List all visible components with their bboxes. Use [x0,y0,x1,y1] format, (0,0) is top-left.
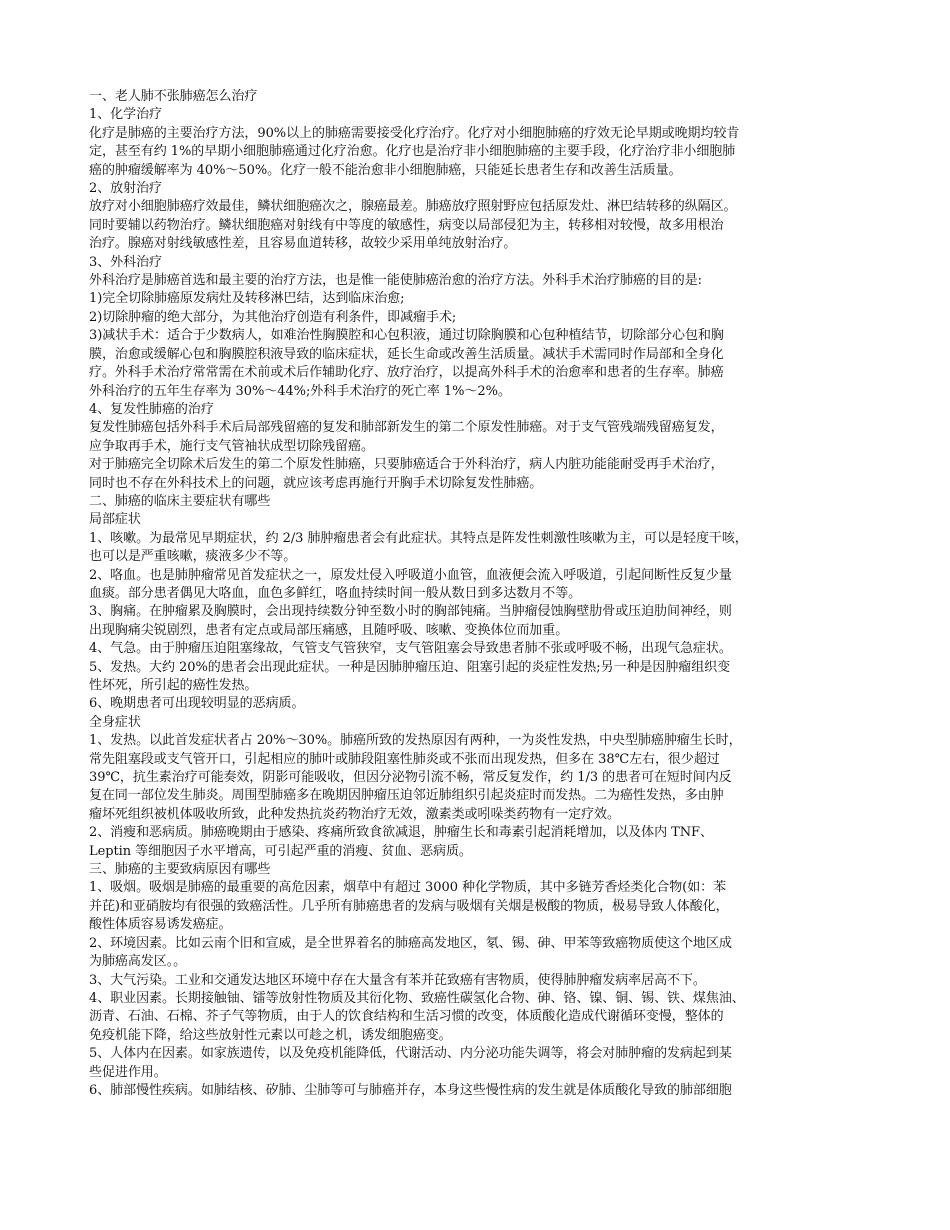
paragraph-line: 并芘)和亚硝胺均有很强的致癌活性。几乎所有肺癌患者的发病与吸烟有关烟是极酸的物质，极易导致人体酸化， [89,898,729,914]
paragraph-line: 放疗对小细胞肺癌疗效最佳，鳞状细胞癌次之，腺癌最差。肺癌放疗照射野应包括原发灶、淋巴结转移的纵隔区。 [89,199,737,215]
paragraph-line: 瘤坏死组织被机体吸收所致，此种发热抗炎药物治疗无效，激素类或吲哚类药物有一定疗效。 [89,806,620,822]
heading-lung-collapse-treatment: 一、老人肺不张肺癌怎么治疗 [89,89,258,104]
paragraph-line: 常先阻塞段或支气管开口，引起相应的肺叶或肺段阻塞性肺炎或不张而出现发热，但多在 38℃左右，很少超过 [89,751,720,767]
list-item: 4、职业因素。长期接触铀、镭等放射性物质及其衍化物、致癌性碳氢化合物、砷、铬、镍、铜、锡、铁、煤焦油、 [89,990,745,1006]
list-item: 3、胸痛。在肿瘤累及胸膜时，会出现持续数分钟至数小时的胸部钝痛。当肿瘤侵蚀胸壁肋骨或压迫肋间神经，则 [89,604,732,620]
paragraph-line: 些促进作用。 [89,1064,167,1080]
list-item: 4、气急。由于肿瘤压迫阻塞缘故，气管支气管狭窄，支气管阻塞会导致患者肺不张或呼吸不畅，出现气急症状。 [89,641,732,657]
paragraph-line: 沥青、石油、石棉、芥子气等物质，由于人的饮食结构和生活习惯的改变，体质酸化造成代谢循环变慢，整体的 [89,1009,724,1025]
paragraph-line: 复发性肺癌包括外科手术后局部残留癌的复发和肺部新发生的第二个原发性肺癌。对于支气管残端残留癌复发， [89,420,724,436]
paragraph-line: 同时要辅以药物治疗。鳞状细胞癌对射线有中等度的敏感性，病变以局部侵犯为主，转移相对较慢，故多用根治 [89,217,724,233]
paragraph-line: 膜，治愈或缓解心包和胸膜腔积液导致的临床症状，延长生命或改善生活质量。减状手术需同时作局部和全身化 [89,346,724,362]
heading-causes: 三、肺癌的主要致病原因有哪些 [89,862,271,878]
paragraph-line: Leptin 等细胞因子水平增高，可引起严重的消瘦、贫血、恶病质。 [89,843,472,859]
paragraph-line: 外科治疗是肺癌首选和最主要的治疗方法，也是惟一能使肺癌治愈的治疗方法。外科手术治疗肺癌的目的是: [89,273,702,289]
paragraph-line: 对于肺癌完全切除术后发生的第二个原发性肺癌，只要肺癌适合于外科治疗，病人内脏功能能耐受再手术治疗， [89,457,724,473]
list-item: 6、肺部慢性疾病。如肺结核、矽肺、尘肺等可与肺癌并存，本身这些慢性病的发生就是体质酸化导致的肺部细胞 [89,1082,732,1098]
list-item: 5、人体内在因素。如家族遗传，以及免疫机能降低，代谢活动、内分泌功能失调等，将会对肺肿瘤的发病起到某 [89,1046,732,1062]
paragraph-line: 外科治疗的五年生存率为 30%～44%;外科手术治疗的死亡率 1%～2%。 [89,383,511,399]
document-body [89,88,874,1100]
paragraph-line: 定，甚至有约 1%的早期小细胞肺癌通过化疗治愈。化疗也是治疗非小细胞肺癌的主要手段，化疗治疗非小细胞肺 [89,144,736,160]
paragraph-line: 血痰。部分患者偶见大咯血，血色多鲜红，咯血持续时间一般从数日到多达数月不等。 [89,585,582,601]
paragraph-line: 治疗。腺癌对射线敏感性差，且容易血道转移，故较少采用单纯放射治疗。 [89,236,517,252]
list-item: 1)完全切除肺癌原发病灶及转移淋巴结，达到临床治愈; [89,291,405,307]
list-item: 5、发热。大约 20%的患者会出现此症状。一种是因肺肿瘤压迫、阻塞引起的炎症性发热;另一种是因肿瘤组织变 [89,659,731,675]
paragraph-line: 应争取再手术，施行支气管袖状成型切除残留癌。 [89,438,374,454]
paragraph-line: 疗。外科手术治疗常常需在术前或术后作辅助化疗、放疗治疗，以提高外科手术的治愈率和患者的生存率。肺癌 [89,365,724,381]
list-item: 1、发热。以此首发症状者占 20%～30%。肺癌所致的发热原因有两种，一为炎性发热，中央型肺癌肿瘤生长时， [89,733,742,749]
heading-clinical-symptoms: 二、肺癌的临床主要症状有哪些 [89,493,271,509]
list-item: 1、吸烟。吸烟是肺癌的最重要的高危因素，烟草中有超过 3000 种化学物质，其中多链芳香烃类化合物(如：苯 [89,880,727,896]
paragraph-line: 也可以是严重咳嗽，痰液多少不等。 [89,549,297,565]
list-item: 2)切除肿瘤的绝大部分，为其他治疗创造有利条件，即减瘤手术; [89,309,457,325]
list-item: 2、消瘦和恶病质。肺癌晚期由于感染、疼痛所致食欲减退，肿瘤生长和毒素引起消耗增加，以及体内 TNF、 [89,825,713,841]
paragraph-line: 复在同一部位发生肺炎。周围型肺癌多在晚期因肿瘤压迫邻近肺组织引起炎症时而发热。二为癌性发热，多由肿 [89,788,724,804]
paragraph-line: 酸性体质容易诱发癌症。 [89,917,232,933]
paragraph-line: 性坏死，所引起的癌性发热。 [89,678,258,693]
paragraph-line: 39℃，抗生素治疗可能奏效，阴影可能吸收，但因分泌物引流不畅，常反复发作，约 1/3 的患者可在短时间内反 [89,770,732,786]
subheading-systemic-symptoms: 全身症状 [89,714,141,730]
paragraph-line: 同时也不存在外科技术上的问题，就应该考虑再施行开胸手术切除复发性肺癌。 [89,475,543,491]
paragraph-line: 化疗是肺癌的主要治疗方法，90%以上的肺癌需要接受化疗治疗。化疗对小细胞肺癌的疗效无论早期或晚期均较肯 [89,125,740,141]
list-item: 2、咯血。也是肺肿瘤常见首发症状之一，原发灶侵入呼吸道小血管，血液便会流入呼吸道，引起间断性反复少量 [89,567,732,583]
list-item: 3、大气污染。工业和交通发达地区环境中存在大量含有苯并芘致癌有害物质，使得肺肿瘤发病率居高不下。 [89,972,706,988]
subheading-radiotherapy: 2、放射治疗 [89,181,162,197]
list-item: 2、环境因素。比如云南个旧和宣威，是全世界着名的肺癌高发地区，氡、锡、砷、甲苯等致癌物质使这个地区成 [89,935,732,951]
paragraph-line: 癌的肿瘤缓解率为 40%～50%。化疗一般不能治愈非小细胞肺癌，只能延长患者生存和改善生活质量。 [89,162,682,178]
subheading-chemotherapy: 1、化学治疗 [89,107,162,123]
list-item: 3)减状手术：适合于少数病人，如难治性胸膜腔和心包积液，通过切除胸膜和心包种植结节，切除部分心包和胸 [89,328,724,344]
subheading-recurrent-treatment: 4、复发性肺癌的治疗 [89,401,214,417]
paragraph-line: 出现胸痛尖锐剧烈，患者有定点或局部压痛感，且随呼吸、咳嗽、变换体位而加重。 [89,622,569,638]
subheading-local-symptoms: 局部症状 [89,512,141,528]
list-item: 6、晚期患者可出现较明显的恶病质。 [89,696,305,712]
paragraph-line: 为肺癌高发区。。 [89,954,187,970]
paragraph-line: 免疫机能下降，给这些放射性元素以可趁之机，诱发细胞癌变。 [89,1027,452,1043]
subheading-surgery: 3、外科治疗 [89,254,162,270]
list-item: 1、咳嗽。为最常见早期症状，约 2/3 肺肿瘤患者会有此症状。其特点是阵发性刺激性咳嗽为主，可以是轻度干咳， [89,530,748,546]
